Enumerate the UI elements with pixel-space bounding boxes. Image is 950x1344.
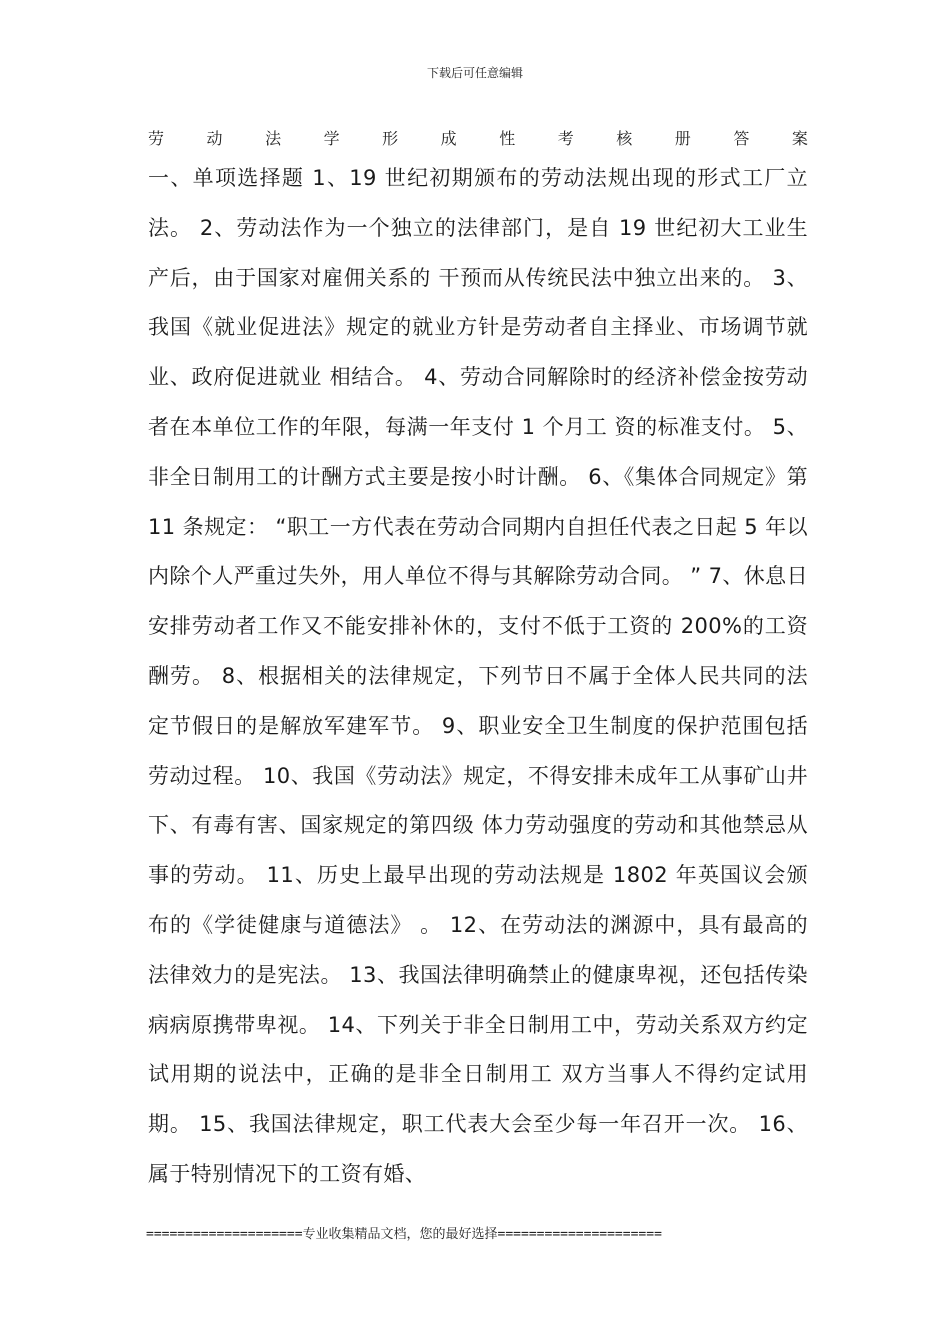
page-header-note: 下载后可任意编辑	[426, 66, 523, 80]
title-char: 动	[206, 129, 223, 148]
title-char: 考	[557, 129, 574, 148]
title-char: 性	[499, 129, 516, 148]
title-char: 学	[323, 129, 340, 148]
title-char: 案	[791, 129, 808, 148]
document-title	[148, 126, 808, 149]
title-char: 劳	[148, 129, 165, 148]
title-char: 册	[674, 129, 691, 148]
title-char: 法	[265, 129, 282, 148]
title-char: 核	[616, 129, 633, 148]
title-char: 答	[733, 129, 750, 148]
title-char: 成	[440, 129, 457, 148]
document-body-paragraph: 一、单项选择题 1、19 世纪初期颁布的劳动法规出现的形式工厂立法。 2、劳动法作为一个独立的法律部门，是自 19 世纪初大工业生产后，由于国家对雇佣关系的 干预而从传统民法中独立出来的。 3、我国《就业促进法》规定的就业方针是劳动者自主择业、市场调节就业、政府促进就业 相结合。 4、劳动合同解除时的经济补偿金按劳动者在本单位工作的年限，每满一年支付 1 个月工 资的标准支付。 5、非全日制用工的计酬方式主要是按小时计酬。 6、《集体合同规定》第 11 条规定： “职工一方代表在劳动合同期内自担任代表之日起 5 年以 内除个人严重过失外，用人单位不得与其解除劳动合同。 ” 7、休息日安排劳动者工作又不能安排补休的，支付不低于工资的 200%的工资酬劳。 8、根据相关的法律规定，下列节日不属于全体人民共同的法定节假日的是解放军建军节。 9、职业安全卫生制度的保护范围包括劳动过程。 10、我国《劳动法》规定，不得安排未成年工从事矿山井下、有毒有害、国家规定的第四级 体力劳动强度的劳动和其他禁忌从事的劳动。 11、历史上最早出现的劳动法规是 1802 年英国议会颁布的《学徒健康与道德法》 。 12、在劳动法的渊源中，具有最高的法律效力的是宪法。 13、我国法律明确禁止的健康卑视，还包括传染病病原携带卑视。 14、下列关于非全日制用工中，劳动关系双方约定试用期的说法中，正确的是非全日制用工 双方当事人不得约定试用期。 15、我国法律规定，职工代表大会至少每一年召开一次。 16、属于特别情况下的工资有婚、	[148, 166, 808, 1186]
title-char: 形	[382, 129, 399, 148]
page-footer-banner: ====================专业收集精品文档，您的最好选择=====================	[146, 1227, 662, 1242]
